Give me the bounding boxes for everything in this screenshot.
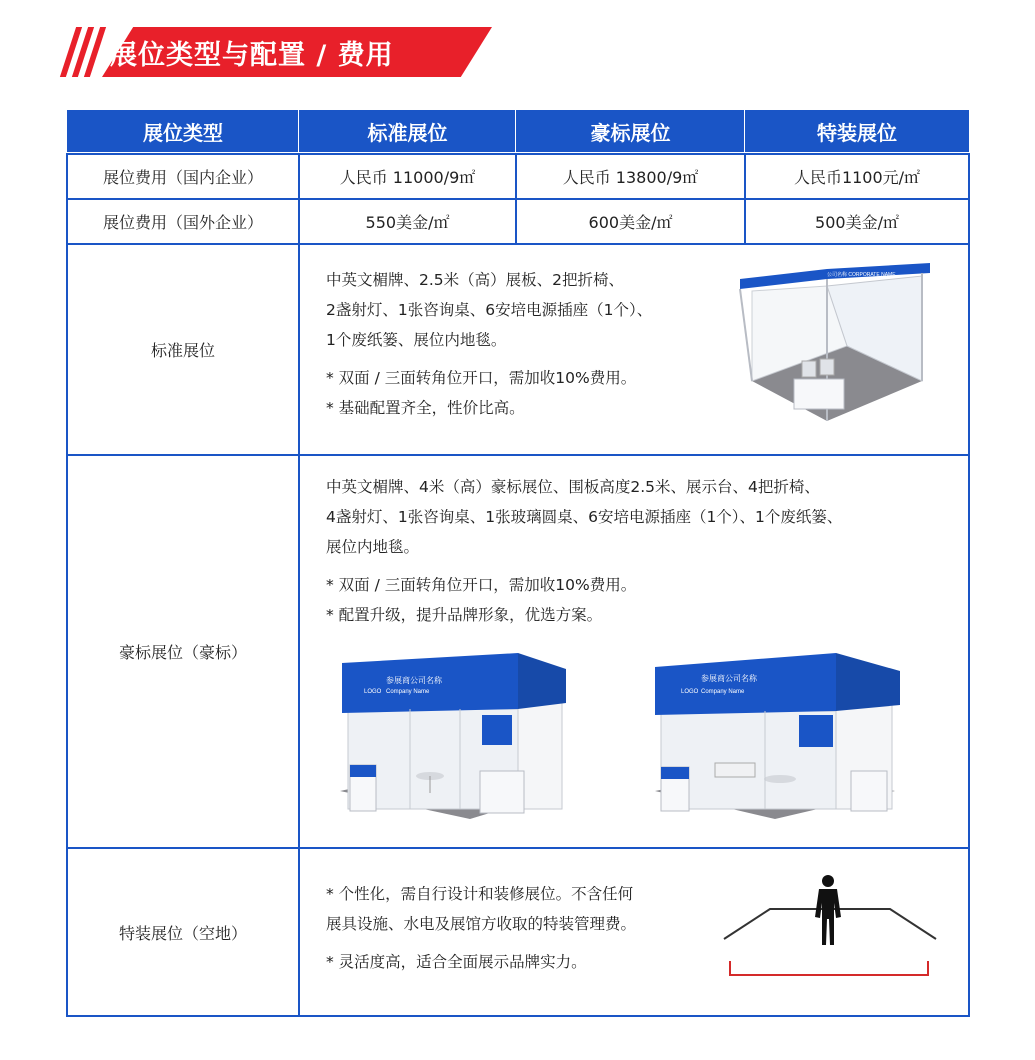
- fee-premium-foreign: 600美金/㎡: [515, 198, 746, 245]
- fee-standard-domestic: 人民币 11000/9㎡: [298, 153, 517, 200]
- special-line: 展具设施、水电及展馆方收取的特装管理费。: [326, 915, 637, 933]
- page-title: 展位类型与配置 / 费用: [110, 40, 394, 71]
- special-description-cell: [298, 847, 970, 1017]
- special-note: * 灵活度高，适合全面展示品牌实力。: [326, 953, 587, 971]
- header-premium: 豪标展位: [515, 109, 746, 153]
- standard-line: 1个废纸篓、展位内地毯。: [326, 331, 507, 349]
- booth-fascia-en: Company Name: [701, 689, 745, 695]
- booth-fascia-cn: 参展商公司名称: [701, 674, 757, 683]
- booth-fascia-text: 公司名称 CORPORATE NAME: [827, 272, 896, 278]
- person-silhouette-icon: [815, 875, 841, 945]
- premium-note: * 双面 / 三面转角位开口，需加收10%费用。: [326, 576, 637, 594]
- booth-fascia-logo: LOGO: [364, 689, 382, 695]
- dimension-marker: [730, 961, 928, 975]
- booth-fascia-cn: 参展商公司名称: [386, 676, 442, 685]
- fee-standard-foreign: 550美金/㎡: [298, 198, 517, 245]
- standard-note: * 基础配置齐全，性价比高。: [326, 399, 525, 417]
- premium-line: 中英文楣牌、4米（高）豪标展位、围板高度2.5米、展示台、4把折椅、: [326, 478, 820, 496]
- row-label-standard: 标准展位: [66, 243, 300, 456]
- premium-booth-image-2: [655, 641, 905, 826]
- raw-space-illustration: [720, 873, 940, 983]
- table-row: [66, 198, 970, 245]
- standard-description: [326, 265, 652, 423]
- booth-chair: [820, 359, 834, 375]
- fee-special-foreign: 500美金/㎡: [744, 198, 970, 245]
- row-label-domestic-fee: 展位费用（国内企业）: [66, 153, 300, 200]
- standard-description-cell: [298, 243, 970, 456]
- premium-line: 展位内地毯。: [326, 538, 420, 556]
- table-row-standard: [66, 243, 970, 456]
- row-label-foreign-fee: 展位费用（国外企业）: [66, 198, 300, 245]
- booth-fascia-left: [740, 269, 827, 289]
- standard-booth-image: [732, 261, 932, 431]
- booth-counter: [794, 379, 844, 409]
- premium-description-cell: [298, 454, 970, 849]
- header-booth-type: 展位类型: [66, 109, 300, 153]
- header-standard: 标准展位: [298, 109, 517, 153]
- table-row-special: [66, 847, 970, 1017]
- booth-table: [66, 109, 970, 1017]
- premium-booth-image-1: [340, 641, 570, 826]
- premium-description: [326, 472, 842, 630]
- section-title-banner: [60, 27, 500, 77]
- booth-fascia-en: Company Name: [386, 689, 430, 695]
- premium-note: * 配置升级，提升品牌形象，优选方案。: [326, 606, 603, 624]
- row-label-premium: 豪标展位（豪标）: [66, 454, 300, 849]
- standard-note: * 双面 / 三面转角位开口，需加收10%费用。: [326, 369, 637, 387]
- header-special: 特装展位: [744, 109, 970, 153]
- row-label-special: 特装展位（空地）: [66, 847, 300, 1017]
- fee-premium-domestic: 人民币 13800/9㎡: [515, 153, 746, 200]
- booth-fascia-side: [518, 653, 566, 709]
- table-header-row: [66, 109, 970, 153]
- standard-line: 2盏射灯、1张咨询桌、6安培电源插座（1个）、: [326, 301, 653, 319]
- table-row-premium: [66, 454, 970, 849]
- special-description: [326, 879, 636, 977]
- special-line: * 个性化，需自行设计和装修展位。不含任何: [326, 885, 634, 903]
- booth-chair: [802, 361, 816, 377]
- premium-line: 4盏射灯、1张咨询桌、1张玻璃圆桌、6安培电源插座（1个）、1个废纸篓、: [326, 508, 843, 526]
- standard-line: 中英文楣牌、2.5米（高）展板、2把折椅、: [326, 271, 625, 289]
- booth-fascia-logo: LOGO: [681, 689, 699, 695]
- fee-special-domestic: 人民币1100元/㎡: [744, 153, 970, 200]
- table-row: [66, 153, 970, 200]
